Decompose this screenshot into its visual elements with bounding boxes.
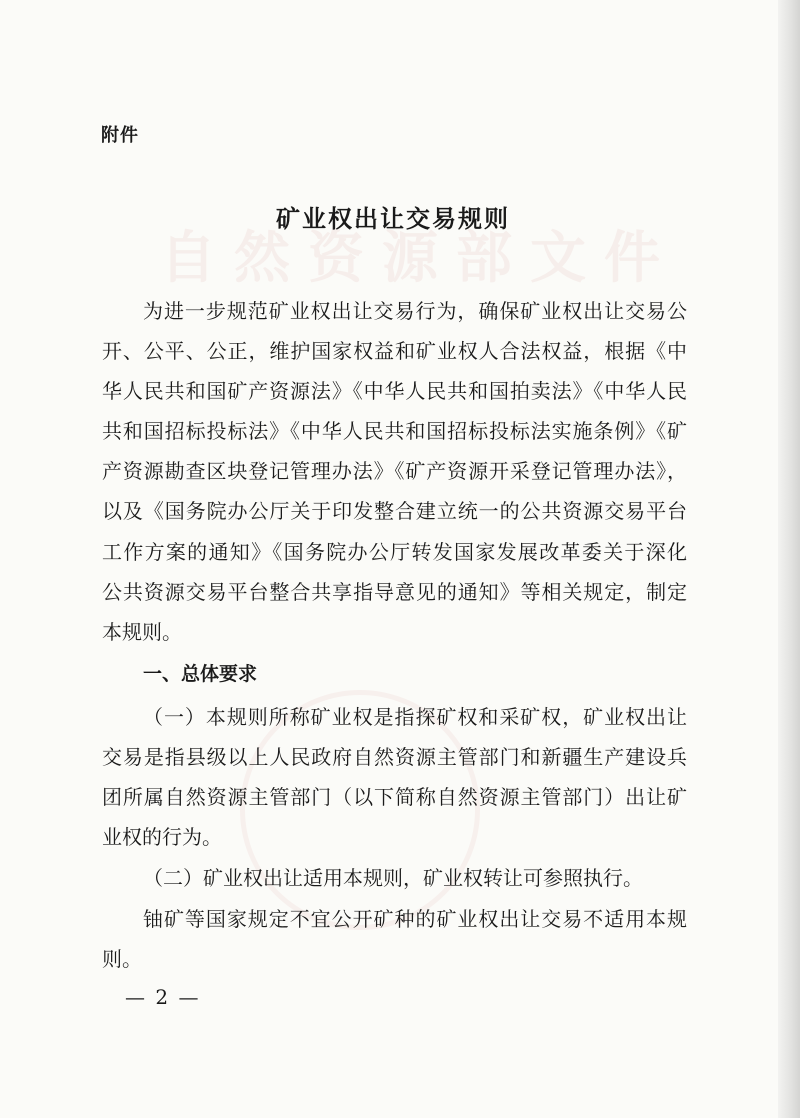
paragraph-line: 业权的行为。 [102, 825, 222, 849]
paragraph-line: 工作方案的通知》《国务院办公厅转发国家发展改革委关于深化 [102, 540, 687, 564]
paragraph-line: 团所属自然资源主管部门（以下简称自然资源主管部门）出让矿 [102, 785, 687, 809]
paragraph-line: 则。 [102, 947, 142, 971]
paragraph-line: 本规则。 [102, 620, 182, 644]
paragraph-line: 华人民共和国矿产资源法》《中华人民共和国拍卖法》《中华人民 [102, 379, 687, 403]
paragraph-line: 共和国招标投标法》《中华人民共和国招标投标法实施条例》《矿 [102, 419, 687, 443]
section-heading: 一、总体要求 [143, 663, 258, 685]
paragraph-line: 以及《国务院办公厅关于印发整合建立统一的公共资源交易平台 [102, 499, 687, 523]
paragraph-line: 为进一步规范矿业权出让交易行为，确保矿业权出让交易公 [143, 299, 687, 323]
paragraph-line: 铀矿等国家规定不宜公开矿种的矿业权出让交易不适用本规 [143, 907, 687, 931]
paragraph-line: （一）本规则所称矿业权是指探矿权和采矿权，矿业权出让 [143, 705, 687, 729]
paragraph-line: 公共资源交易平台整合共享指导意见的通知》等相关规定，制定 [102, 580, 687, 604]
document-title: 矿业权出让交易规则 [276, 205, 510, 233]
letterhead-watermark: 自然资源部文件 [160, 225, 678, 291]
paragraph-line: 开、公平、公正，维护国家权益和矿业权人合法权益，根据《中 [102, 339, 687, 363]
attachment-label: 附件 [101, 125, 139, 146]
scan-edge-shadow [778, 0, 800, 1118]
paragraph-line: 产资源勘查区块登记管理办法》《矿产资源开采登记管理办法》， [102, 459, 687, 483]
page-number: — 2 — [125, 985, 201, 1009]
paragraph-line: （二）矿业权出让适用本规则，矿业权转让可参照执行。 [143, 866, 643, 890]
paragraph-line: 交易是指县级以上人民政府自然资源主管部门和新疆生产建设兵 [102, 745, 687, 769]
